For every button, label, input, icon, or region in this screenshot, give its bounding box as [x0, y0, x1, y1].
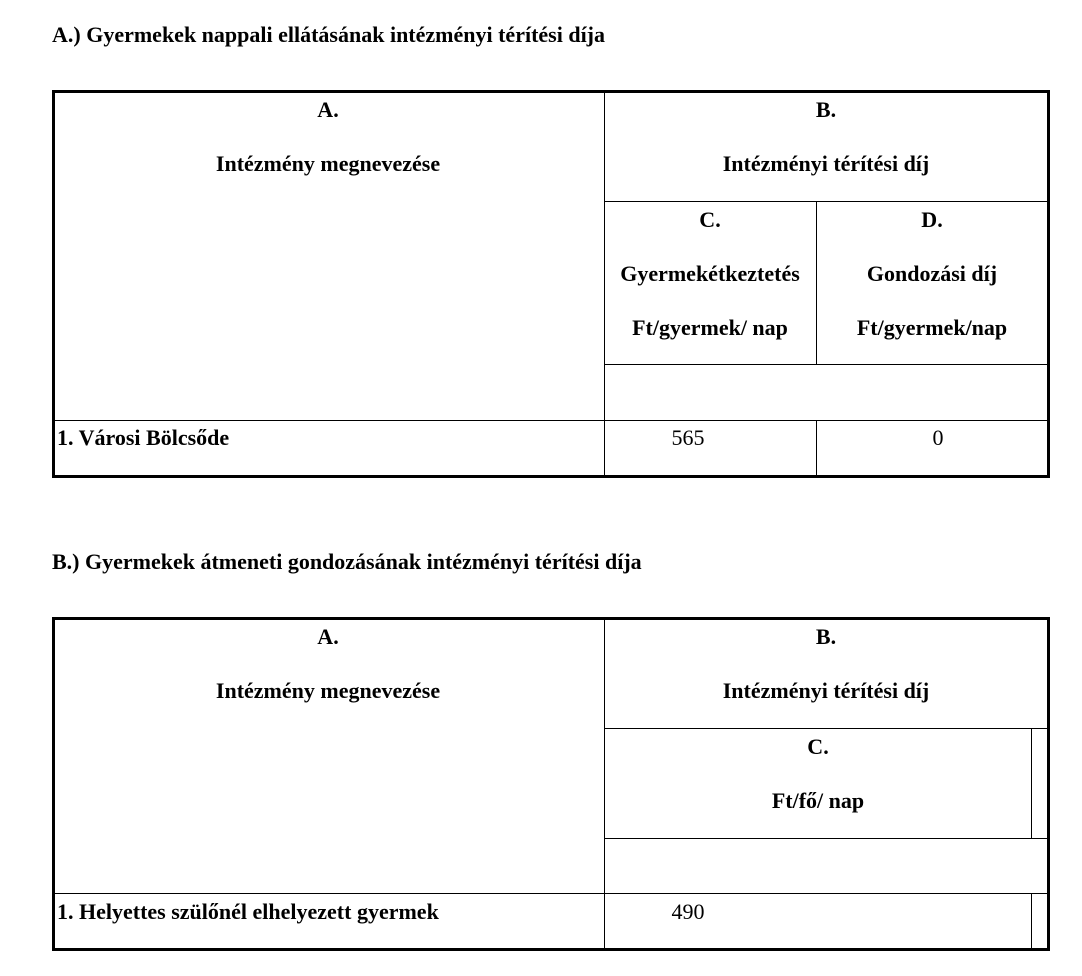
col-d-unit: Ft/gyermek/nap: [856, 315, 1008, 340]
section-a-title: A.) Gyermekek nappali ellátásának intézményi térítési díja: [52, 22, 606, 47]
col-d-label: Gondozási díj: [866, 261, 998, 286]
col-c-label: Gyermekétkeztetés: [620, 261, 800, 286]
col-d-letter: D.: [921, 207, 943, 232]
col-b-label: Intézményi térítési díj: [722, 678, 930, 703]
col-c-letter: C.: [807, 734, 829, 759]
fee-table-a: [52, 90, 1050, 478]
col-a-letter: A.: [317, 97, 339, 122]
table-row-name: 1. Helyettes szülőnél elhelyezett gyermek: [57, 899, 439, 924]
col-b-letter: B.: [815, 97, 837, 122]
col-a-label: Intézmény megnevezése: [215, 678, 441, 703]
table-cell-care-fee: 0: [932, 425, 944, 450]
col-a-label: Intézmény megnevezése: [215, 151, 441, 176]
table-cell-fee: 490: [671, 899, 705, 924]
fee-table-b: [52, 617, 1050, 951]
col-c-letter: C.: [699, 207, 721, 232]
col-b-letter: B.: [815, 624, 837, 649]
col-c-unit: Ft/gyermek/ nap: [632, 315, 788, 340]
col-c-unit: Ft/fő/ nap: [771, 788, 865, 813]
col-a-letter: A.: [317, 624, 339, 649]
table-cell-meal-fee: 565: [671, 425, 705, 450]
section-b-title: B.) Gyermekek átmeneti gondozásának intézményi térítési díja: [52, 549, 642, 574]
table-row-name: 1. Városi Bölcsőde: [57, 425, 230, 450]
col-b-label: Intézményi térítési díj: [722, 151, 930, 176]
